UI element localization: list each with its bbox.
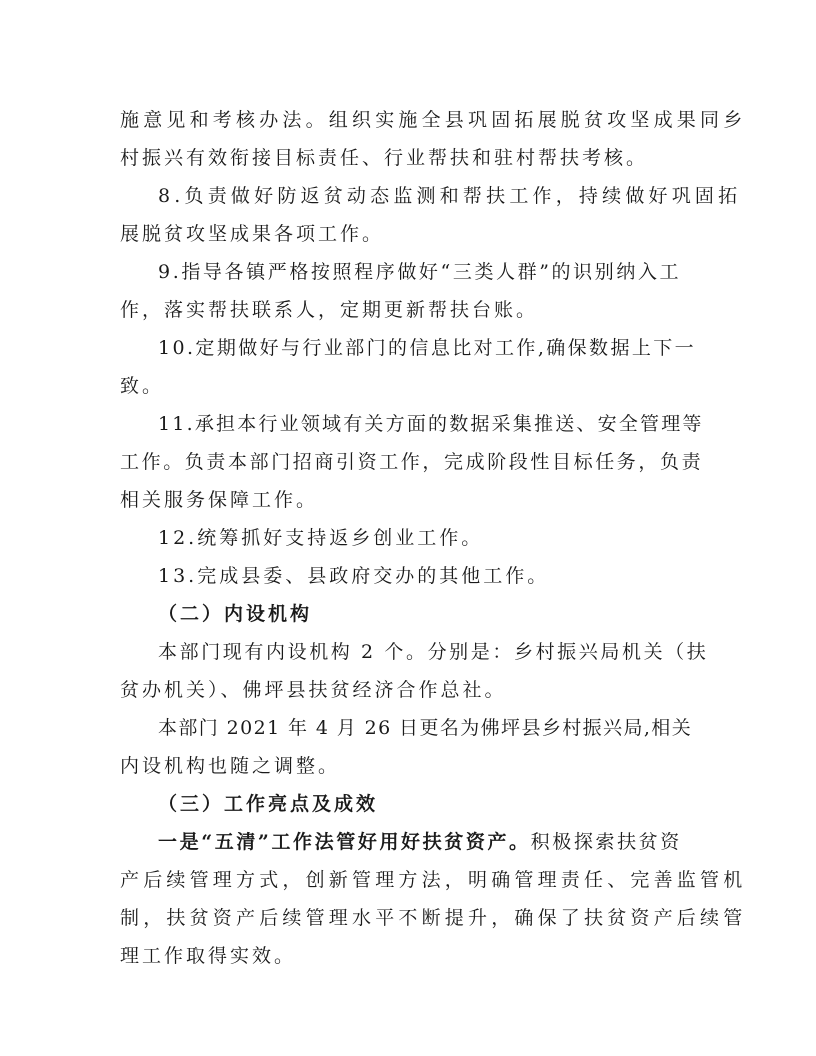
paragraph-line: 制，扶贫资产后续管理水平不断提升，确保了扶贫资产后续管 [120, 907, 747, 929]
highlight-rest-text: 积极探索扶贫资 [530, 831, 682, 853]
list-item-12: 12.统筹抓好支持返乡创业工作。 [158, 527, 484, 549]
list-item-11: 11.承担本行业领域有关方面的数据采集推送、安全管理等 [158, 413, 704, 435]
paragraph-line: 村振兴有效衔接目标责任、行业帮扶和驻村帮扶考核。 [120, 147, 649, 169]
list-item-10: 10.定期做好与行业部门的信息比对工作,确保数据上下一 [158, 337, 697, 359]
paragraph-line: 工作。负责本部门招商引资工作，完成阶段性目标任务，负责 [120, 451, 704, 473]
paragraph-line: 本部门 2021 年 4 月 26 日更名为佛坪县乡村振兴局,相关 [158, 717, 693, 739]
list-item-8: 8.负责做好防返贫动态监测和帮扶工作，持续做好巩固拓 [158, 185, 742, 207]
section-heading-internal-structure: （二）内设机构 [158, 603, 313, 625]
paragraph-line [158, 830, 720, 854]
section-heading-highlights: （三）工作亮点及成效 [158, 793, 379, 815]
paragraph-line: 理工作取得实效。 [120, 945, 297, 967]
paragraph-line: 产后续管理方式，创新管理方法，明确管理责任、完善监管机 [120, 869, 747, 891]
list-item-9: 9.指导各镇严格按照程序做好“三类人群”的识别纳入工 [158, 261, 682, 283]
paragraph-line: 致。 [120, 375, 165, 397]
list-item-13: 13.完成县委、县政府交办的其他工作。 [158, 565, 550, 587]
paragraph-line: 贫办机关）、佛坪县扶贫经济合作总社。 [120, 679, 507, 701]
paragraph-line: 内设机构也随之调整。 [120, 755, 341, 777]
paragraph-line: 本部门现有内设机构 2 个。分别是：乡村振兴局机关（扶 [158, 641, 709, 663]
paragraph-line: 施意见和考核办法。组织实施全县巩固拓展脱贫攻坚成果同乡 [120, 109, 747, 131]
paragraph-line: 相关服务保障工作。 [120, 489, 319, 511]
paragraph-line: 作，落实帮扶联系人，定期更新帮扶台账。 [120, 299, 539, 321]
highlight-lead-text: 一是“五清”工作法管好用好扶贫资产。 [158, 831, 531, 853]
paragraph-line: 展脱贫攻坚成果各项工作。 [120, 223, 385, 245]
